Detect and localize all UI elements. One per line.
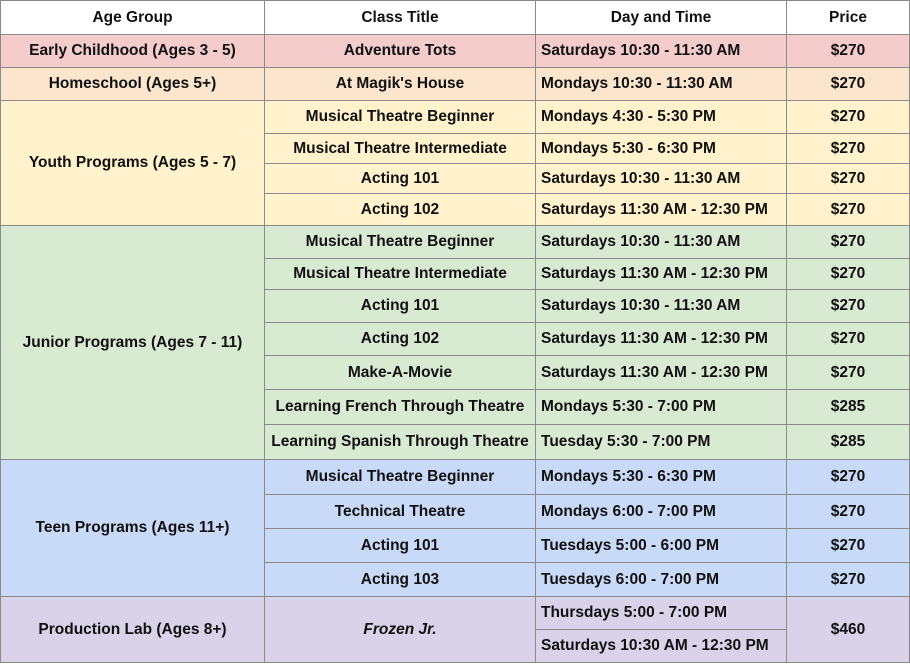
age-group-cell: Junior Programs (Ages 7 - 11)	[1, 226, 265, 460]
day-time-cell: Saturdays 10:30 - 11:30 AM	[536, 35, 787, 68]
price-cell: $270	[787, 164, 910, 194]
header-row	[1, 1, 910, 35]
day-time-cell: Mondays 10:30 - 11:30 AM	[536, 68, 787, 101]
class-title-cell: Musical Theatre Beginner	[265, 460, 536, 495]
price-cell: $285	[787, 425, 910, 460]
price-cell: $270	[787, 460, 910, 495]
class-title-cell: At Magik's House	[265, 68, 536, 101]
class-title-cell: Acting 102	[265, 194, 536, 226]
class-title-cell: Musical Theatre Beginner	[265, 101, 536, 134]
price-cell: $270	[787, 35, 910, 68]
class-title-cell: Technical Theatre	[265, 495, 536, 529]
header-class-title: Class Title	[265, 1, 536, 35]
price-cell: $285	[787, 390, 910, 425]
day-time-cell: Mondays 4:30 - 5:30 PM	[536, 101, 787, 134]
day-time-cell: Tuesdays 6:00 - 7:00 PM	[536, 563, 787, 597]
day-time-cell: Saturdays 10:30 - 11:30 AM	[536, 226, 787, 259]
day-time-cell: Saturdays 10:30 - 11:30 AM	[536, 164, 787, 194]
price-cell: $270	[787, 563, 910, 597]
table-row	[1, 226, 910, 259]
day-time-cell: Mondays 6:00 - 7:00 PM	[536, 495, 787, 529]
price-cell: $270	[787, 226, 910, 259]
price-cell: $270	[787, 134, 910, 164]
age-group-cell: Early Childhood (Ages 3 - 5)	[1, 35, 265, 68]
age-group-cell: Teen Programs (Ages 11+)	[1, 460, 265, 597]
price-cell: $270	[787, 68, 910, 101]
table-row	[1, 101, 910, 134]
class-title-cell: Make-A-Movie	[265, 356, 536, 390]
age-group-cell: Youth Programs (Ages 5 - 7)	[1, 101, 265, 226]
class-title-cell: Musical Theatre Beginner	[265, 226, 536, 259]
table-row	[1, 68, 910, 101]
class-title-cell: Acting 101	[265, 290, 536, 323]
price-cell: $460	[787, 597, 910, 663]
class-title-cell: Learning French Through Theatre	[265, 390, 536, 425]
price-cell: $270	[787, 194, 910, 226]
day-time-cell: Saturdays 11:30 AM - 12:30 PM	[536, 323, 787, 356]
day-time-cell: Saturdays 11:30 AM - 12:30 PM	[536, 259, 787, 290]
day-time-cell: Tuesdays 5:00 - 6:00 PM	[536, 529, 787, 563]
price-cell: $270	[787, 101, 910, 134]
header-price: Price	[787, 1, 910, 35]
class-title-cell: Frozen Jr.	[265, 597, 536, 663]
day-time-cell: Saturdays 11:30 AM - 12:30 PM	[536, 356, 787, 390]
class-title-cell: Musical Theatre Intermediate	[265, 259, 536, 290]
day-time-cell: Saturdays 10:30 AM - 12:30 PM	[536, 630, 787, 663]
class-title-cell: Acting 101	[265, 529, 536, 563]
day-time-cell: Saturdays 11:30 AM - 12:30 PM	[536, 194, 787, 226]
table-row	[1, 35, 910, 68]
price-cell: $270	[787, 323, 910, 356]
class-title-cell: Adventure Tots	[265, 35, 536, 68]
day-time-cell: Saturdays 10:30 - 11:30 AM	[536, 290, 787, 323]
day-time-cell: Tuesday 5:30 - 7:00 PM	[536, 425, 787, 460]
header-age-group: Age Group	[1, 1, 265, 35]
class-title-cell: Learning Spanish Through Theatre	[265, 425, 536, 460]
day-time-cell: Mondays 5:30 - 7:00 PM	[536, 390, 787, 425]
price-cell: $270	[787, 495, 910, 529]
day-time-cell: Mondays 5:30 - 6:30 PM	[536, 134, 787, 164]
price-cell: $270	[787, 529, 910, 563]
age-group-cell: Homeschool (Ages 5+)	[1, 68, 265, 101]
price-cell: $270	[787, 259, 910, 290]
price-cell: $270	[787, 290, 910, 323]
day-time-cell: Thursdays 5:00 - 7:00 PM	[536, 597, 787, 630]
day-time-cell: Mondays 5:30 - 6:30 PM	[536, 460, 787, 495]
header-day-and-time: Day and Time	[536, 1, 787, 35]
class-title-cell: Acting 101	[265, 164, 536, 194]
class-title-cell: Acting 103	[265, 563, 536, 597]
class-title-cell: Acting 102	[265, 323, 536, 356]
price-cell: $270	[787, 356, 910, 390]
table-row	[1, 597, 910, 630]
table-row	[1, 460, 910, 495]
class-title-cell: Musical Theatre Intermediate	[265, 134, 536, 164]
age-group-cell: Production Lab (Ages 8+)	[1, 597, 265, 663]
